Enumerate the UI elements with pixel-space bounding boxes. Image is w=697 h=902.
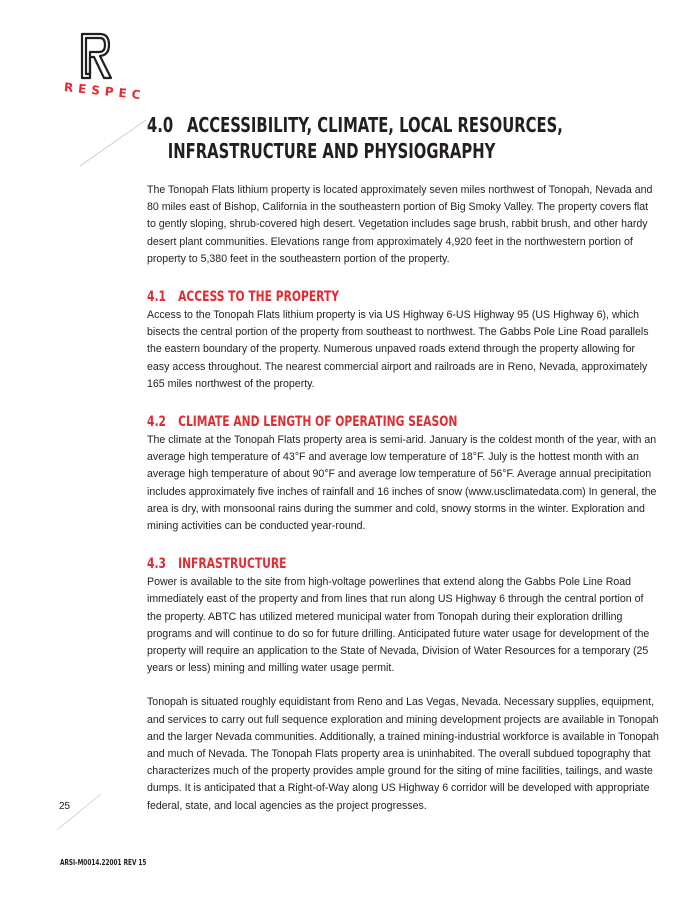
page-number: 25 [59,801,71,812]
infrastructure-paragraph-1: Power is available to the site from high-voltage powerlines that extend along the Gabbs Pole Line Road immediately east of the property and from lines that run along US Highway 6 through the central portion of the property. ABTC has utilized metered municipal water from Tonopah during their exploration drilling programs and will continue to do so for future drilling. Anticipated future water usage for development of the property will require an application to the State of Nevada, Division of Water Resources for a temporary (25 years or less) mining and milling water usage permit. [147,576,650,675]
section-heading-title: CLIMATE AND LENGTH OF OPERATING SEASON [178,414,458,431]
section-heading-number: 4.1 [147,289,167,306]
infrastructure-paragraph-2: Tonopah is situated roughly equidistant from Reno and Las Vegas, Nevada. Necessary supplies, equipment, and services to carry out full sequence exploration and mining development projects are available in Tonopah and the larger Nevada communities. Additionally, a trained mining-industrial workforce is available in Tonopah and much of Nevada. The Tonopah Flats property area is uninhabited. The overall subdued topography that characterizes much of the property provides ample ground for the siting of mine facilities, tailings, and waste dumps. It is anticipated that a Right-of-Way along US Highway 6 corridor will be developed with appropriate federal, state, and local agencies as the project progresses. [147,696,659,812]
section-heading-climate [147,412,526,432]
page-title [147,112,563,164]
logo-wordmark: RESPEC [63,80,147,103]
section-heading-infrastructure [147,554,526,574]
section-heading-title: ACCESS TO THE PROPERTY [178,289,340,306]
section-heading-access [147,287,526,307]
title-line-2: INFRASTRUCTURE AND PHYSIOGRAPHY [167,139,496,163]
section-heading-title: INFRASTRUCTURE [178,556,287,573]
document-body [147,182,659,815]
section-heading-number: 4.2 [147,414,167,431]
document-id: ARSI-M0014.22001 REV 15 [60,858,147,867]
page-number-divider-line [55,792,105,832]
access-paragraph: Access to the Tonopah Flats lithium property is via US Highway 6-US Highway 95 (US Highway 6), which bisects the central portion of the property from southeast to northwest. The Gabbs Pole Line Road parallels the eastern boundary of the property. Numerous unpaved roads extend through the property allowing for easy access throughout. The nearest commercial airport and railroads are in Reno, Nevada, approximately 165 miles northwest of the property. [147,309,649,390]
title-line-1: ACCESSIBILITY, CLIMATE, LOCAL RESOURCES, [186,113,563,137]
climate-paragraph: The climate at the Tonopah Flats property area is semi-arid. January is the coldest month of the year, with an average high temperature of 43°F and average low temperature of 18°F. July is the hottest month with an average high temperature of about 90°F and average low temperature of 56°F. Average annual precipitation includes approximately five inches of rainfall and 16 inches of snow (www.usclimatedata.com) In general, the area is dry, with monsoonal rains during the summer and cold, snowy storms in the winter. Exploration and mining activities can be conducted year-round. [147,434,657,533]
intro-paragraph: The Tonopah Flats lithium property is located approximately seven miles northwest of Tonopah, Nevada and 80 miles east of Bishop, California in the southeastern portion of Big Smoky Valley. The property covers flat to gently sloping, shrub-covered high desert. Vegetation includes sage brush, rabbit brush, and other hardy desert plant communities. Elevations range from approximately 4,920 feet in the northwestern portion of property to 5,380 feet in the southeastern portion of the property. [147,184,653,265]
section-number: 4.0 [147,113,174,137]
title-divider-line [78,118,148,168]
section-heading-number: 4.3 [147,556,167,573]
